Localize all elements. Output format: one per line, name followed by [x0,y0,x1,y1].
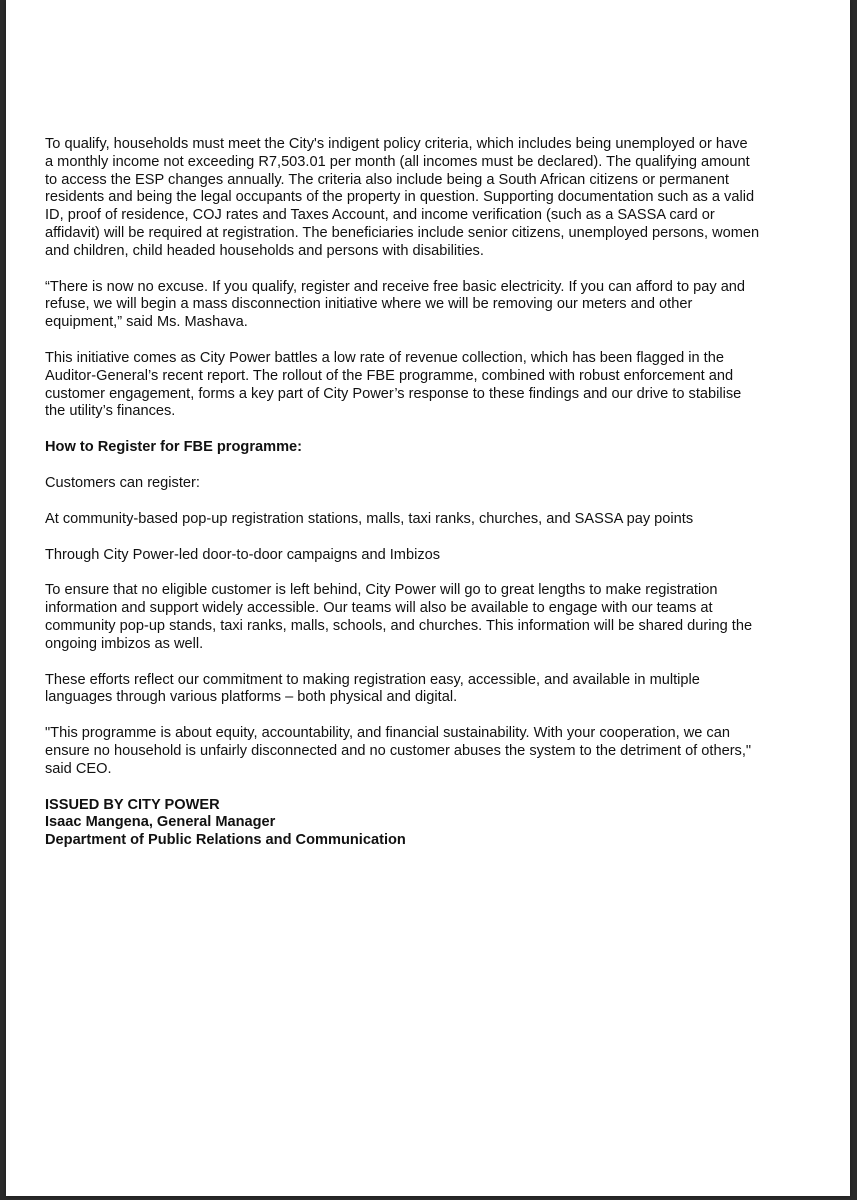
text-line: languages through various platforms – both physical and digital. [45,689,458,706]
paragraph-customers-register: Customers can register: [45,474,200,491]
section-heading: How to Register for FBE programme: [45,439,303,456]
text-line: the utility’s finances. [45,403,176,420]
text-line: To qualify, households must meet the City's indigent policy criteria, which includes being unemployed or have [45,136,748,152]
text-line: residents and being the legal occupants of the property in question. Supporting documentation such as a valid [45,189,755,206]
department-name: Department of Public Relations and Communication [45,832,406,849]
text-line: customer engagement, forms a key part of City Power’s response to these findings and our drive to stabilise [45,385,742,402]
text-line: refuse, we will begin a mass disconnection initiative where we will be removing our meters and other [45,296,693,313]
text-line: ID, proof of residence, COJ rates and Taxes Account, and income verification (such as a SASSA card or [45,207,715,224]
text-line: To ensure that no eligible customer is left behind, City Power will go to great lengths to make registration [45,582,718,599]
paragraph-revenue-collection [45,350,825,421]
paragraph-quote-ceo [45,725,825,778]
signatory-name: Isaac Mangena, General Manager [45,814,276,831]
paragraph-commitment [45,672,825,708]
text-line: Auditor-General’s recent report. The rollout of the FBE programme, combined with robust enforcement and [45,367,734,384]
text-line: information and support widely accessible. Our teams will also be available to engage with our teams at [45,600,713,617]
paragraph-eligibility-criteria [45,136,825,261]
text-line: "This programme is about equity, accountability, and financial sustainability. With your cooperation, we can [45,725,730,742]
paragraph-accessibility [45,582,825,653]
issued-by: ISSUED BY CITY POWER [45,796,220,813]
text-line: ongoing imbizos as well. [45,635,204,652]
text-line: “There is now no excuse. If you qualify, register and receive free basic electricity. If you can afford to pay and [45,278,746,295]
text-line: This initiative comes as City Power battles a low rate of revenue collection, which has been flagged in the [45,349,724,366]
document-page [6,0,850,1196]
text-line: These efforts reflect our commitment to making registration easy, accessible, and available in multiple [45,671,700,688]
text-line: said CEO. [45,760,112,777]
document-body [45,136,825,850]
signature-block [45,797,825,850]
text-line: ensure no household is unfairly disconnected and no customer abuses the system to the detriment of others," [45,742,752,759]
paragraph-quote-mashava [45,279,825,332]
paragraph-popup-stations: At community-based pop-up registration stations, malls, taxi ranks, churches, and SASSA pay points [45,510,694,527]
text-line: equipment,” said Ms. Mashava. [45,314,248,331]
text-line: community pop-up stands, taxi ranks, malls, schools, and churches. This information will be shared during the [45,617,753,634]
text-line: affidavit) will be required at registration. The beneficiaries include senior citizens, unemployed persons, women [45,224,760,241]
text-line: and children, child headed households and persons with disabilities. [45,242,484,259]
paragraph-door-to-door: Through City Power-led door-to-door campaigns and Imbizos [45,546,441,563]
text-line: to access the ESP changes annually. The criteria also include being a South African citizens or permanent [45,171,729,188]
text-line: a monthly income not exceeding R7,503.01 per month (all incomes must be declared). The qualifying amount [45,153,750,170]
